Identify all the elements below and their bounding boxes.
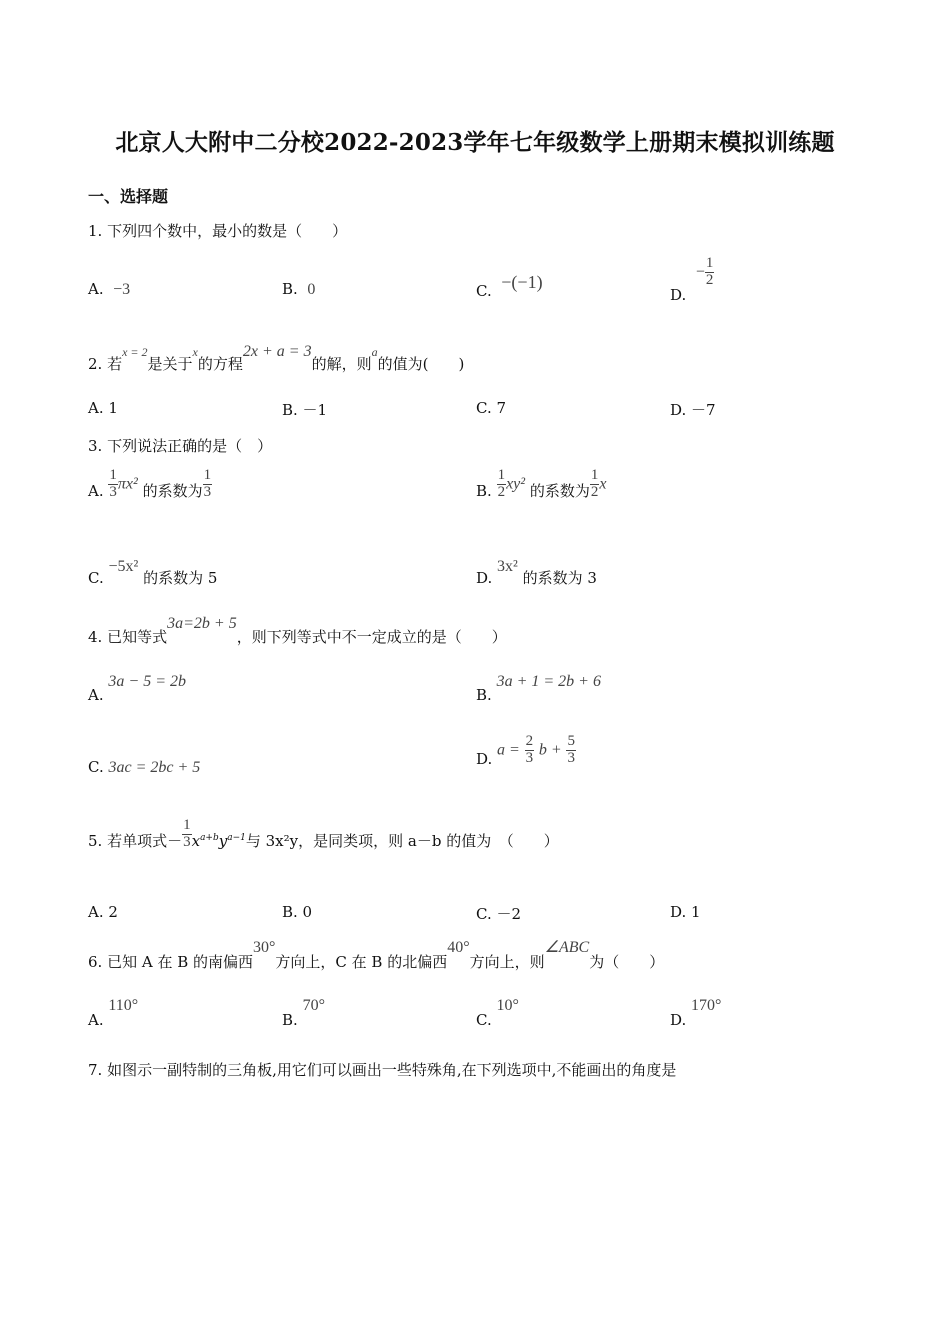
q1-option-d: D. − $\frac{1}{2}$ xyxy=(670,255,714,305)
question-2-stem: 2. 若x = 2是关于x的方程2x + a = 3的解，则a的值为( ) xyxy=(88,343,465,373)
question-3-stem: 3. 下列说法正确的是（ ） xyxy=(88,437,273,455)
q3-option-b: B. $\frac{1}{2}$ xy² 的系数为 $\frac{1}{2}$ x xyxy=(476,467,607,501)
q4-option-b: B. 3a + 1 = 2b + 6 xyxy=(476,673,601,704)
page-title: 北京人大附中二分校2022-2023学年七年级数学上册期末模拟训练题 xyxy=(115,129,835,156)
q2-option-b: B. －1 xyxy=(282,401,328,419)
q5-option-b: B. 0 xyxy=(282,903,313,921)
section-heading: 一、选择题 xyxy=(88,187,169,206)
q4-option-c: C. 3ac = 2bc + 5 xyxy=(88,758,201,776)
q4-option-a: A. 3a − 5 = 2b xyxy=(88,673,186,704)
q2-option-c: C. 7 xyxy=(476,399,507,417)
q6-option-a: A. 110° xyxy=(88,997,139,1029)
q5-option-a: A. 2 xyxy=(88,903,118,921)
question-6-stem: 6. 已知 A 在 B 的南偏西30°方向上，C 在 B 的北偏西40°方向上，则∠ABC为（ ） xyxy=(88,939,665,971)
q5-option-d: D. 1 xyxy=(670,903,701,921)
q5-option-c: C. －2 xyxy=(476,905,522,923)
q6-option-d: D. 170° xyxy=(670,997,722,1029)
question-1-stem: 1. 下列四个数中，最小的数是（ ） xyxy=(88,222,348,240)
q3-option-a: A. $\frac{1}{3}$ πx² 的系数为 $\frac{1}{3}$ xyxy=(88,467,212,501)
question-7-stem: 7. 如图示一副特制的三角板,用它们可以画出一些特殊角,在下列选项中,不能画出的角度是 xyxy=(88,1061,677,1079)
q3-option-d: D. 3x² 的系数为 3 xyxy=(476,558,597,587)
q3-option-c: C. −5x² 的系数为 5 xyxy=(88,558,218,587)
q1-option-a: A. −3 xyxy=(88,280,131,298)
q1-option-b: B. 0 xyxy=(282,280,316,298)
question-4-stem: 4. 已知等式3a=2b + 5，则下列等式中不一定成立的是（ ） xyxy=(88,615,507,646)
q2-option-a: A. 1 xyxy=(88,399,118,417)
question-5-stem: 5. 若单项式－ $\frac{1}{3}$ $x^{a+b}y^{a-1}$与 3x²y，是同类项，则 a－b 的值为 （ ） xyxy=(88,817,559,851)
q1-option-c: C. −(−1) xyxy=(476,272,543,300)
q2-option-d: D. －7 xyxy=(670,401,716,419)
q6-option-b: B. 70° xyxy=(282,997,325,1029)
q4-option-d: D. a = $\frac{2}{3}$ b + $\frac{5}{3}$ xyxy=(476,733,575,769)
q6-option-c: C. 10° xyxy=(476,997,519,1029)
